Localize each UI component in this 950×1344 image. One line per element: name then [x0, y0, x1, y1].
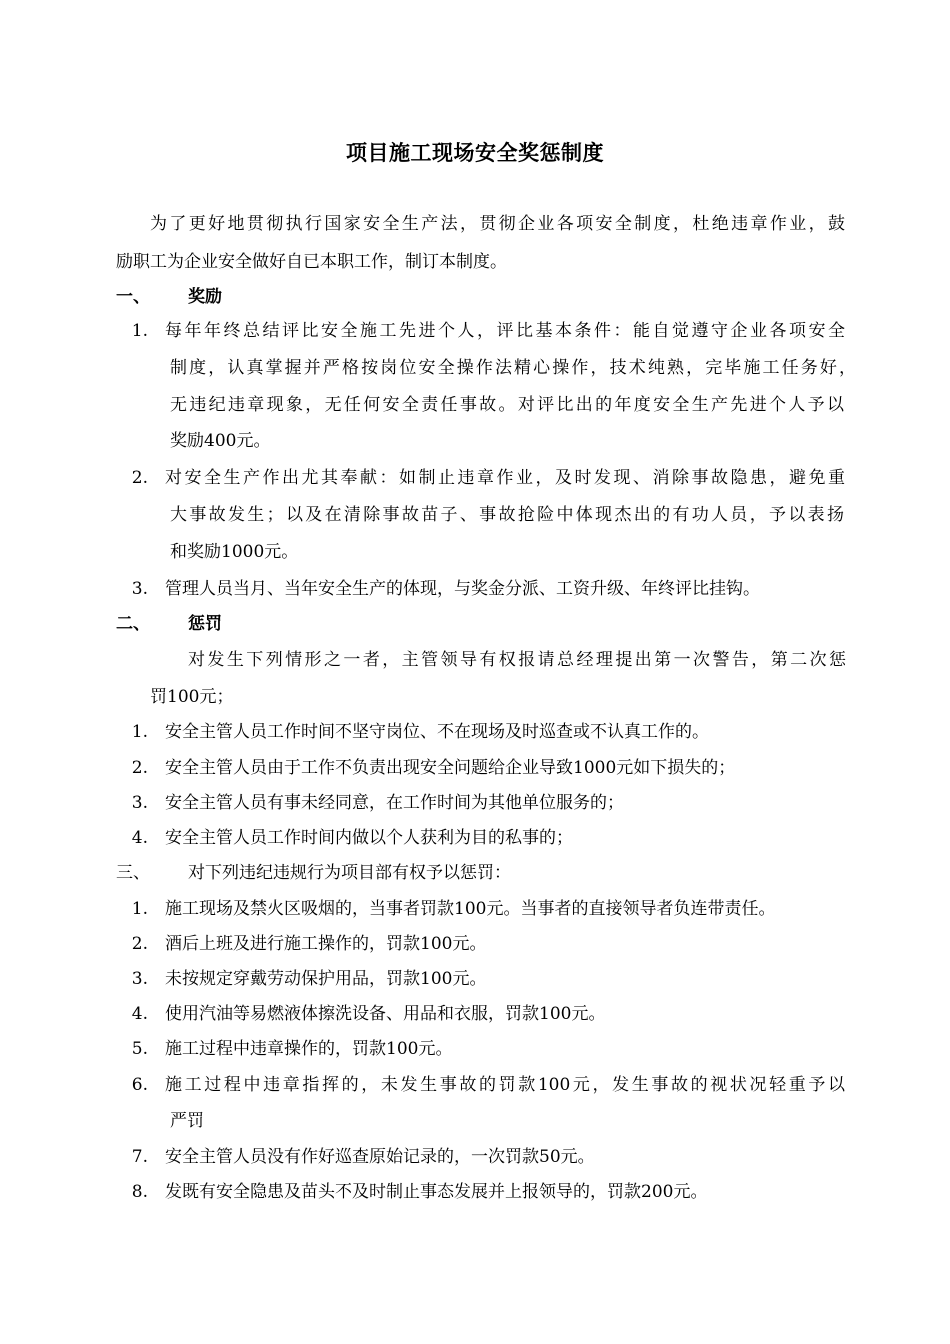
section-3-item-6-line-2: 严罚: [170, 1111, 204, 1131]
section-3-item-2-number: 2.: [131, 934, 148, 954]
section-2-item-1-text: 安全主管人员工作时间不坚守岗位、不在现场及时巡查或不认真工作的。: [165, 722, 709, 742]
section-3-item-8-line-1: 发既有安全隐患及苗头不及时制止事态发展并上报领导的，罚款200元。: [165, 1182, 708, 1202]
section-3-item-8-number: 8.: [131, 1182, 148, 1202]
section-2-item-3-number: 3.: [131, 793, 148, 813]
section-1-item-2-line-1: 对安全生产作出尤其奉献：如制止违章作业，及时发现、消除事故隐患，避免重: [165, 468, 845, 488]
section-3-item-7-line-1: 安全主管人员没有作好巡查原始记录的，一次罚款50元。: [165, 1147, 595, 1167]
section-3-item-6-number: 6.: [131, 1075, 148, 1095]
section-3-item-6-line-1: 施工过程中违章指挥的，未发生事故的罚款100元，发生事故的视状况轻重予以: [165, 1075, 845, 1095]
document-title: 项目施工现场安全奖惩制度: [346, 140, 604, 165]
section-1-item-1-line-4: 奖励400元。: [170, 431, 271, 451]
section-1-item-3-line-1: 管理人员当月、当年安全生产的体现，与奖金分派、工资升级、年终评比挂钩。: [165, 579, 760, 599]
section-2-marker: 二、: [116, 614, 150, 634]
section-2-item-1-number: 1.: [131, 722, 148, 742]
section-3-marker: 三、: [116, 863, 150, 883]
section-3-item-3-line-1: 未按规定穿戴劳动保护用品，罚款100元。: [165, 969, 487, 989]
section-1-marker: 一、: [116, 287, 150, 307]
section-3-item-1-line-1: 施工现场及禁火区吸烟的，当事者罚款100元。当事者的直接领导者负连带责任。: [165, 899, 776, 919]
section-3-heading: 对下列违纪违规行为项目部有权予以惩罚：: [188, 863, 511, 883]
intro-line-2: 励职工为企业安全做好自已本职工作，制订本制度。: [116, 252, 507, 272]
section-1-item-1-line-1: 每年年终总结评比安全施工先进个人，评比基本条件：能自觉遵守企业各项安全: [165, 321, 845, 341]
section-3-item-4-number: 4.: [131, 1004, 148, 1024]
section-3-item-7-number: 7.: [131, 1147, 148, 1167]
section-3-item-5-line-1: 施工过程中违章操作的，罚款100元。: [165, 1039, 453, 1059]
section-3-item-3-number: 3.: [131, 969, 148, 989]
section-2-item-3-text: 安全主管人员有事未经同意，在工作时间为其他单位服务的；: [165, 793, 624, 813]
section-3-item-4-line-1: 使用汽油等易燃液体擦洗设备、用品和衣服，罚款100元。: [165, 1004, 606, 1024]
section-2-heading: 惩罚: [188, 614, 222, 634]
section-3-item-2-line-1: 酒后上班及进行施工操作的，罚款100元。: [165, 934, 487, 954]
section-2-paragraph-line-1: 对发生下列情形之一者，主管领导有权报请总经理提出第一次警告，第二次惩: [188, 650, 846, 670]
section-2-item-2-text: 安全主管人员由于工作不负责出现安全问题给企业导致1000元如下损失的；: [165, 758, 736, 778]
section-1-item-2-number: 2.: [131, 468, 148, 488]
section-2-paragraph-line-2: 罚100元；: [150, 687, 234, 707]
section-1-item-2-line-3: 和奖励1000元。: [170, 542, 299, 562]
section-1-item-1-number: 1.: [131, 321, 148, 341]
section-1-item-1-line-3: 无违纪违章现象，无任何安全责任事故。对评比出的年度安全生产先进个人予以: [170, 395, 844, 415]
section-1-item-1-line-2: 制度，认真掌握并严格按岗位安全操作法精心操作，技术纯熟，完毕施工任务好，: [170, 358, 856, 378]
section-3-item-5-number: 5.: [131, 1039, 148, 1059]
section-1-item-3-number: 3.: [131, 579, 148, 599]
section-1-heading: 奖励: [188, 287, 222, 307]
section-1-item-2-line-2: 大事故发生；以及在清除事故苗子、事故抢险中体现杰出的有功人员，予以表扬: [170, 505, 844, 525]
section-2-item-4-text: 安全主管人员工作时间内做以个人获利为目的私事的；: [165, 828, 573, 848]
section-2-item-4-number: 4.: [131, 828, 148, 848]
intro-line-1: 为了更好地贯彻执行国家安全生产法，贯彻企业各项安全制度，杜绝违章作业，鼓: [150, 214, 845, 234]
section-3-item-1-number: 1.: [131, 899, 148, 919]
section-2-item-2-number: 2.: [131, 758, 148, 778]
